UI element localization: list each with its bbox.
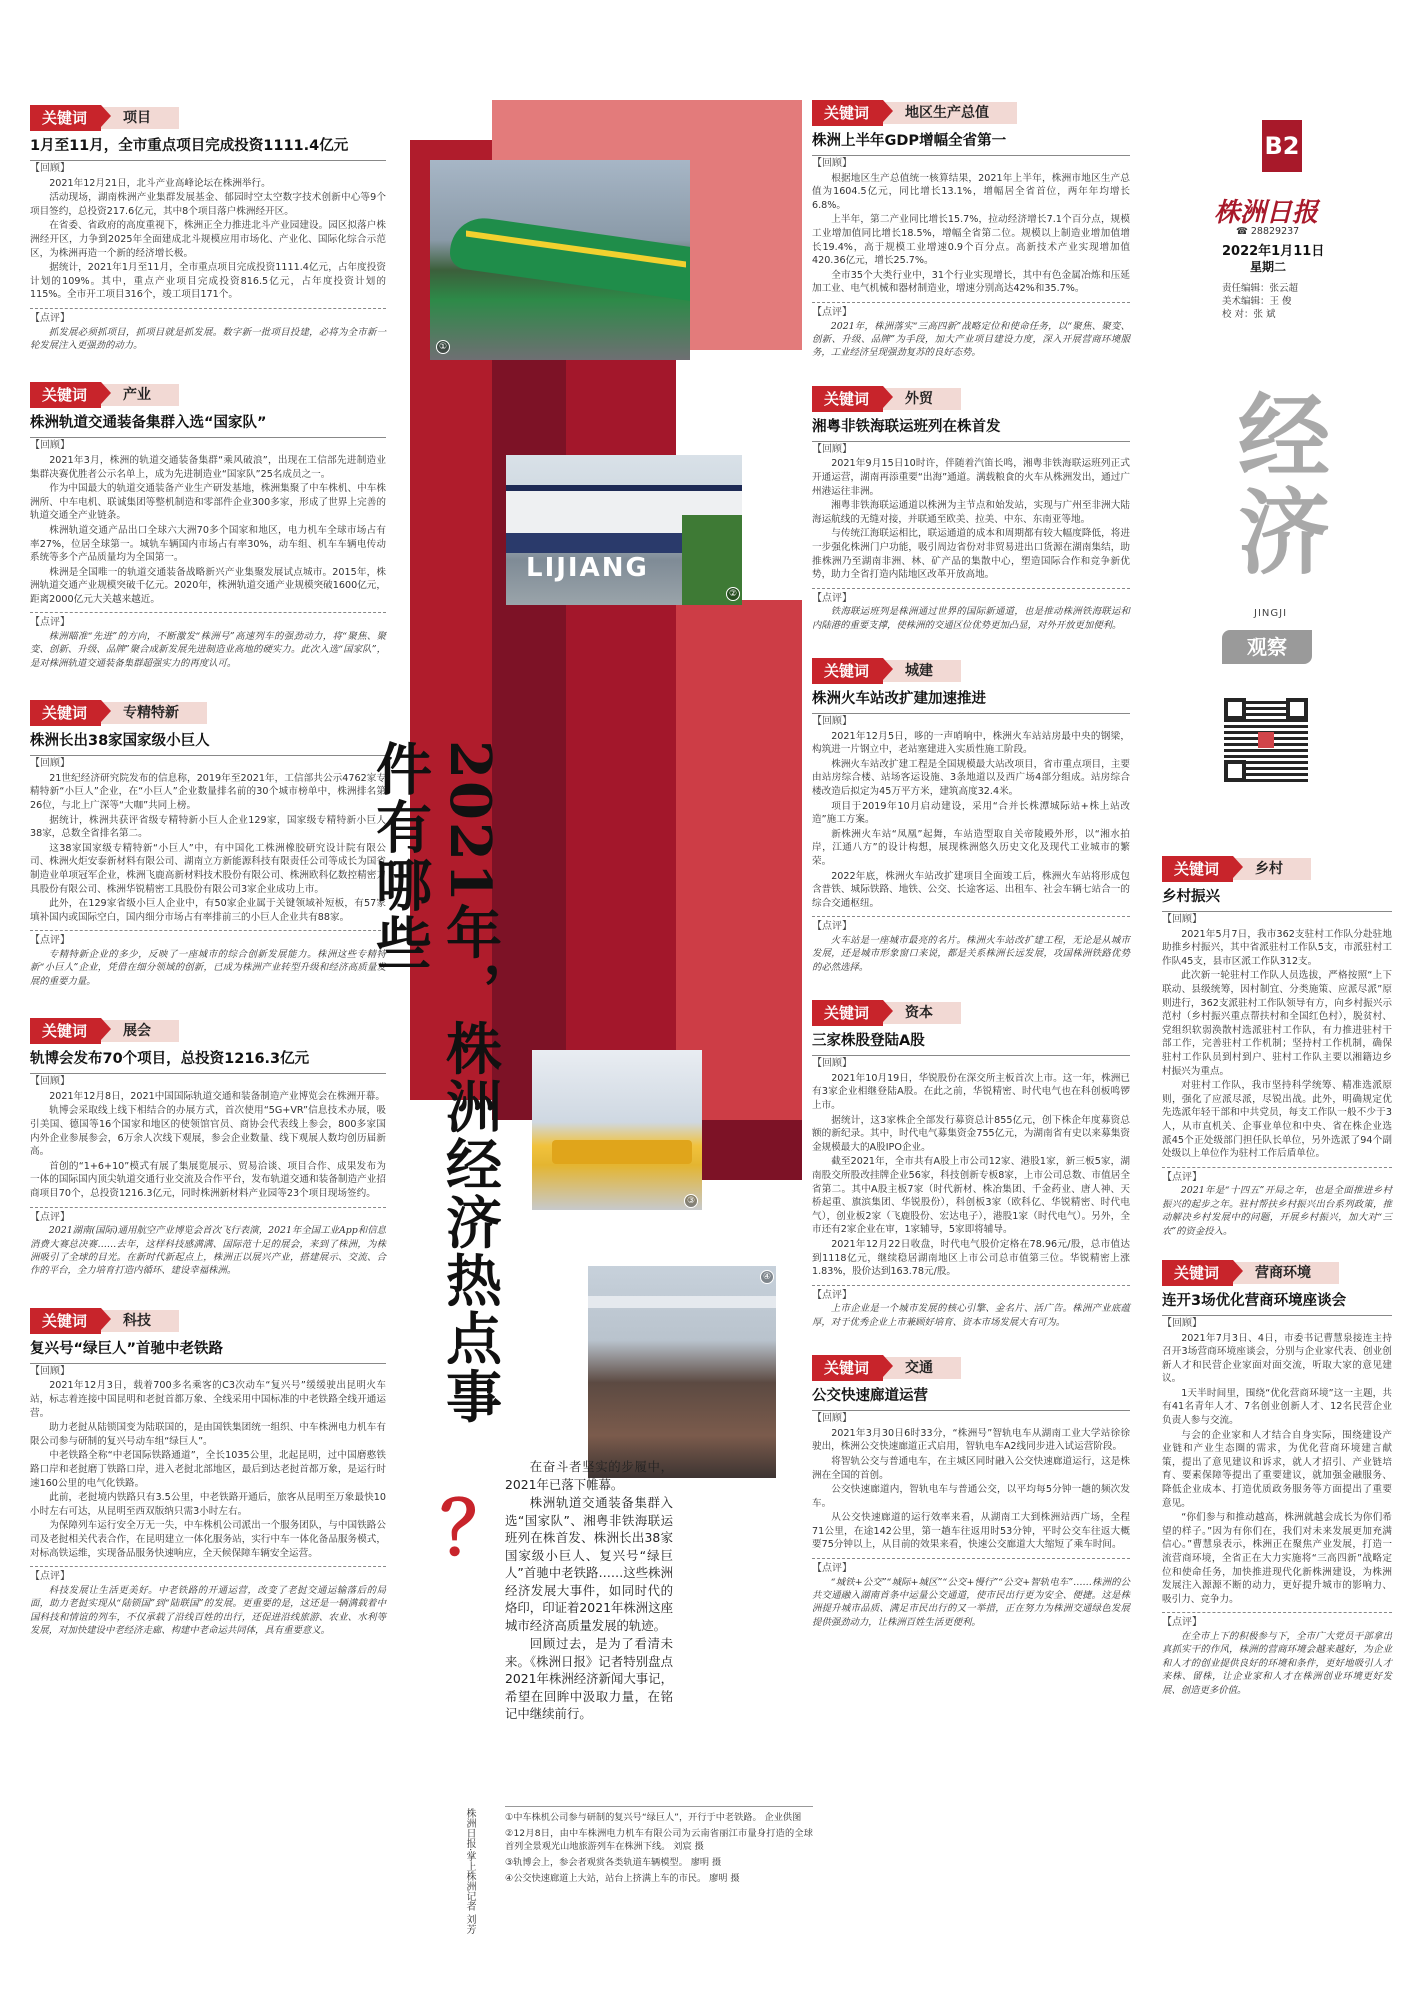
issue-date: 2022年1月11日 [1222,244,1325,259]
comment-label: 【点评】 [1162,1617,1202,1629]
intro-paragraph: 回顾过去，是为了看清未来。《株洲日报》记者特别盘点2021年株洲经济新闻大事记，希望在回眸中汲取力量，在铭记中继续前行。 [505,1636,673,1721]
article-headline: 轨博会发布70个项目，总投资1216.3亿元 [30,1051,310,1068]
lijiang-label: LIJIANG [526,553,649,583]
photo-green-giant-train [430,160,690,360]
intro-paragraph: 株洲轨道交通装备集群入选“国家队”、湘粤非铁海联运班列在株首发、株洲长出38家国家级小巨人、复兴号“绿巨人”首驰中老铁路……这些株洲经济发展大事件，如同时代的烙印，印证着2021年株洲这座城市经济高质量发展的轨迹。 [505,1495,673,1633]
keyword-tag: 关键词 [812,100,883,126]
comment-label: 【点评】 [30,1571,70,1583]
comment-divider [30,930,386,931]
article-paragraph: 全市35个大类行业中，31个行业实现增长，其中有色金属冶炼和压延加工业、电气机械和器材制造业，增速分别高达42%和35.7%。 [812,269,1130,295]
comment-divider [812,916,1130,917]
byline: 株洲日报·掌上株洲记者 刘芳 [464,1808,475,1935]
comment-divider [30,308,386,309]
article [812,100,1130,360]
keyword-category: 专精特新 [101,702,207,724]
photo-number-4: ④ [760,1270,774,1284]
article [30,700,386,988]
keyword-bar [812,658,1130,684]
section-title: 经济 [1223,388,1331,580]
section-pinyin: JINGJI [1254,608,1288,619]
article-paragraph: 2021年10月19日，华锐股份在深交所主板首次上市。这一年，株洲已有3家企业相继登陆A股。在此之前，华锐精密、时代电气也在科创板鸣锣上市。 [812,1072,1130,1111]
keyword-bar [30,1308,386,1334]
photo-number-1: ① [436,340,450,354]
keyword-category: 项目 [101,107,179,129]
section-sub-badge: 观察 [1222,630,1312,664]
keyword-tag: 关键词 [30,105,101,131]
article-paragraph: 2021年7月3日、4日，市委书记曹慧泉接连主持召开3场营商环境座谈会，分别与企业家代表、创业创新人才和民营企业家面对面交流，听取大家的意见建议。 [1162,1332,1392,1385]
article-paragraph: 将智轨公交与普通电车，在主城区同时融入公交快速廊道运行，这是株洲在全国的首创。 [812,1455,1130,1481]
comment-label: 【点评】 [812,921,852,933]
article-paragraph: 与传统江海联运相比，联运通道的成本和周期都有较大幅度降低，将进一步强化株洲门户功能，吸引周边省份对非贸易进出口货源在湖南集结，助推株洲乃至湖南非洲、林、矿产品的集散中心，塑造国际合作和竞争新优势，助力全省打造内陆地区改革开放高地。 [812,528,1130,581]
editor-credits: 责任编辑：张云超 美术编辑：王 俊 校 对：张 斌 [1222,283,1299,320]
comment-label: 【点评】 [1162,1171,1202,1183]
photo-lijiang-sightseeing-train [506,455,742,605]
comment-text: 火车站是一座城市最亮的名片。株洲火车站改扩建工程，无论是从城市发展，还是城市形象窗口来说，都是关系株洲长远发展，攻国株洲铁路优势的必然选择。 [812,935,1130,973]
keyword-category: 交通 [883,1357,961,1379]
keyword-tag: 关键词 [1162,856,1233,882]
article-headline: 株洲上半年GDP增幅全省第一 [812,133,1007,149]
comment-label: 【点评】 [812,1563,852,1575]
article-headline: 1月至11月，全市重点项目完成投资1111.4亿元 [30,138,349,154]
intro-paragraph: 在奋斗者坚实的步履中，2021年已落下帷幕。 [505,1459,673,1492]
review-label: 【回顾】 [30,1073,386,1089]
keyword-bar [30,382,386,408]
article-paragraph: 这38家国家级专精特新“小巨人”中，有中国化工株洲橡胶研究设计院有限公司、株洲火炬安泰新材料有限公司、湖南立方新能源科技有限责任公司等成长为国省制造业单项冠军企业，株洲飞鹿高新材料技术股份有限公司、株洲欧科亿数控精密刀具股份有限公司、株洲华锐精密工具股份有限公司3家企业成功上市。 [30,842,386,895]
review-label: 【回顾】 [812,155,1130,171]
keyword-bar [1162,856,1392,882]
keyword-category: 营商环境 [1233,1262,1339,1284]
photo-caption: ①中车株机公司参与研制的复兴号“绿巨人”，开行于中老铁路。 企业供图 [505,1812,802,1823]
article-paragraph: 截至2021年，全市共有A股上市公司12家、港股1家，新三板5家，湖南股交所股改挂牌企业56家，科技创新专板8家，上市公司总数、市值居全省第二。其中A股主板7家（时代新材、株冶集团、千金药业、唐人神、天桥起重、旗滨集团、华锐股份），科创板3家（欧科亿、华锐精密、时代电气），创业板2家（飞鹿股份、宏达电子），港股1家（时代电气）。另外，全市还有2家企业在审，1家辅导，5家即将辅导。 [812,1156,1130,1236]
photo-rail-expo [532,1050,702,1210]
article-paragraph: 据统计，株洲共获评省级专精特新小巨人企业129家，国家级专精特新小巨人38家，总数全省排名第二。 [30,814,386,840]
comment-label: 【点评】 [30,617,70,629]
article-paragraph: 新株洲火车站“凤凰”起舞，车站造型取自关帝陵殿外形，以“湘水拍岸，江通八方”的设计构想，展现株洲悠久历史文化及现代工业城市的繁荣。 [812,828,1130,868]
article [812,1000,1130,1329]
keyword-bar [1162,1260,1392,1286]
article [812,658,1130,974]
keyword-category: 外贸 [883,388,961,410]
article-paragraph: 根据地区生产总值统一核算结果，2021年上半年，株洲市地区生产总值为1604.5亿元，同比增长13.1%，增幅居全省首位，两年年均增长6.8%。 [812,172,1130,211]
review-label: 【回顾】 [812,713,1130,729]
comment-text: 株洲瞄准“先进”的方向，不断激发“株洲号”高速列车的强劲动力，将“聚焦、聚变、创新、升级、品牌”聚合成新发展先进制造业高地的硬实力。此次入选“国家队”，是对株洲轨道交通装备集群超强实力的再度认可。 [30,631,386,669]
comment-divider [30,1207,386,1208]
comment-text: 在全市上下的积极参与下，全市广大党员干部拿出真抓实干的作风，株洲的营商环境会越来越好，为企业和人才的创业提供良好的环境和条件，更好地吸引人才来株、留株，让企业家和人才在株洲创业环境更好发展、创造更多价值。 [1162,1630,1392,1696]
keyword-category: 地区生产总值 [883,102,1017,124]
intro-text [505,1458,673,1724]
keyword-bar [30,700,386,726]
article [30,1308,386,1638]
issue-weekday: 星期二 [1250,260,1287,274]
article-paragraph: 助力老挝从陆锁国变为陆联国的，是由国铁集团统一组织、中车株洲电力机车有限公司参与研制的复兴号动车组“绿巨人”。 [30,1422,386,1447]
main-title: 2021年，株洲经济热点事件有哪些 [367,740,503,1426]
keyword-tag: 关键词 [30,700,101,726]
article-paragraph: 1天半时间里，围绕“优化营商环境”这一主题，共有41名青年人才、7名创业创新人才、12名民营企业负责人参与交流。 [1162,1387,1392,1427]
comment-label: 【点评】 [812,592,852,604]
photo-caption: ④公交快速廊道上大站，站台上挤满上车的市民。 廖明 摄 [505,1873,740,1884]
comment-divider [812,1285,1130,1286]
photo-caption: ③轨博会上，参会者观赏各类轨道车辆模型。 廖明 摄 [505,1857,722,1868]
photo-number-2: ② [726,587,740,601]
article [30,1018,386,1278]
keyword-tag: 关键词 [30,382,101,408]
comment-divider [1162,1167,1392,1168]
paper-name: 株洲日报 [1214,198,1319,228]
article-paragraph: 在省委、省政府的高度重视下，株洲正全力推进北斗产业园建设。园区拟落户株洲经开区，力争到2025年全面建成北斗规模应用市场化、产业化、国际化综合示范区，为株洲再造一个新的经济增长极。 [30,220,386,259]
article-paragraph: 2021年12月5日，哆的一声哨响中，株洲火车站站房最中央的钢梁，构筑进一片钢立中，老站塞建进入实质性施工阶段。 [812,730,1130,756]
article-paragraph: 作为中国最大的轨道交通装备产业生产研发基地，株洲集聚了中车株机、中车株洲所、中车电机、联诚集团等整机制造和零部件企业300多家，形成了世界上完善的轨道交通全产业链条。 [30,483,386,522]
review-label: 【回顾】 [812,1055,1130,1071]
comment-text: 2021年，株洲落实“三高四新”战略定位和使命任务，以“聚焦、聚变、创新、升级、品牌”为手段，加大产业项目建设力度，深入开展营商环境服务，工业经济呈现强劲复苏的良好态势。 [812,320,1130,359]
photo-caption: ②12月8日，由中车株洲电力机车有限公司为云南省丽江市量身打造的全球首列全景观光山地旅游列车在株洲下线。 刘宸 摄 [505,1828,813,1852]
article [1162,1260,1392,1697]
keyword-tag: 关键词 [30,1308,101,1334]
comment-label: 【点评】 [30,1211,70,1223]
keyword-bar [812,386,1130,412]
article-paragraph: 公交快速廊道内，智轨电车与普通公交，以平均每5分钟一趟的频次发车。 [812,1484,1130,1509]
article-paragraph: 首创的“1+6+10”模式有展了集展览展示、贸易洽谈、项目合作、成果发布为一体的国际国内顶尖轨道交通行业交流及合作平台，发布轨道交通和装备制造产业招商项目70个，总投资1216.3亿元，同时株洲新材料产业园等23个项目现场签约。 [30,1160,386,1199]
photo-captions [505,1806,813,1888]
left-column [30,105,386,1637]
article-headline: 复兴号“绿巨人”首驰中老铁路 [30,1340,224,1357]
article-paragraph: 2021年12月21日，北斗产业高峰论坛在株洲举行。 [49,177,271,189]
keyword-tag: 关键词 [812,1355,883,1381]
keyword-tag: 关键词 [30,1018,101,1044]
comment-divider [1162,1612,1392,1613]
comment-text: 抓发展必须抓项目，抓项目就是抓发展。数字新一批项目投建，必将为全市新一轮发展注入更强劲的动力。 [30,326,386,351]
keyword-bar [30,1018,386,1044]
article-paragraph: 据统计，2021年1月至11月，全市重点项目完成投资1111.4亿元，占年度投资计划的109%。其中，重点产业项目完成投资816.5亿元，占年度投资计划的115%。全市开工项目316个，竣工项目171个。 [30,262,386,301]
comment-text: 专精特新企业的多少，反映了一座城市的综合创新发展能力。株洲这些专精特新“小巨人”企业，凭借在细分领域的创新，已成为株洲产业转型升级和经济高质量发展的重要力量。 [30,949,386,987]
review-label: 【回顾】 [1162,1315,1392,1331]
comment-text: 2021年是“十四五”开局之年，也是全面推进乡村振兴的起步之年。驻村帮扶乡村振兴出台系列政策，推动解决乡村发展中的问题，开展乡村振兴，加大对“三农”的资金投入。 [1162,1185,1392,1237]
article [812,1355,1130,1629]
comment-text: 科技发展让生活更美好。中老铁路的开通运营，改变了老挝交通运输落后的局面，助力老挝实现从“陆锁国”到“陆联国”的发展。更重要的是，这还是一辆满载着中国科技和情谊的列车，不仅承载了沿线百姓的出行，还促进沿线旅游、农业、水利等发展，对加快建设中老经济走廊、构建中老命运共同体，具有重要意义。 [30,1584,386,1636]
keyword-tag: 关键词 [812,386,883,412]
review-label: 【回顾】 [812,441,1130,457]
keyword-category: 乡村 [1233,858,1311,880]
article-paragraph: 2021年12月22日收盘，时代电气股价定格在78.96元/股，总市值达到1118亿元，继续稳居湖南地区上市公司总市值第三位。华锐精密上涨1.83%，股价达到163.78元/股。 [812,1238,1130,1278]
article-paragraph: 2022年底，株洲火车站改扩建项目全面竣工后，株洲火车站将形成包含普铁、城际铁路、地铁、公交、长途客运、出租车、社会车辆七站合一的综合交通枢纽。 [812,870,1130,909]
article-paragraph: 与会的企业家和人才结合自身实际，围绕建设产业链和产业生态圈的需求，为优化营商环境建言献策，提出了意见建议和诉求，就人才招引、产业链培育、要素保障等提出了重要建议，就加强金融服务、降低企业成本、打造优质政务服务等方面提出了重要意见。 [1162,1429,1392,1509]
comment-divider [812,588,1130,589]
comment-text: “城铁+公交”“城际+城区”“公交+慢行”“公交+智轨电车”……株洲的公共交通融入湖南首条中运量公交通道，使市民出行更为安全、便捷。这是株洲提升城市品质、满足市民出行的又一举措，正在努力为株洲交通绿色发展提供强劲动力，让株洲百姓生活更便利。 [812,1576,1130,1628]
phone-number: ☎ 28829237 [1236,226,1300,237]
article-headline: 乡村振兴 [1162,889,1220,905]
comment-label: 【点评】 [30,312,70,324]
review-label: 【回顾】 [30,437,386,453]
comment-divider [812,1558,1130,1559]
review-label: 【回顾】 [30,1363,386,1379]
keyword-bar [812,1000,1130,1026]
article-paragraph: 活动现场，湖南株洲产业集群发展基金、郁园时空太空数字技术创新中心等9个项目签约，总投资217.6亿元，其中8个项目落户株洲经开区。 [30,192,386,217]
article-paragraph: 为保障列车运行安全万无一失，中车株机公司派出一个服务团队，与中国铁路公司及老挝相关代表合作，在昆明建立一体化服务站，实行中车一体化备品服务模式，对标高铁运维，实现备品服务快速响应，全天候保障车辆安全运营。 [30,1520,386,1559]
review-label: 【回顾】 [30,755,386,771]
photo-number-3: ③ [684,1194,698,1208]
review-label: 【回顾】 [1162,911,1392,927]
keyword-category: 产业 [101,384,179,406]
article-paragraph: 对驻村工作队，我市坚持科学统筹、精准选派原则，强化了应派尽派，尽锐出战。此外，明确规定优先选派年轻干部和中共党员，每支工作队一般不少于3人，从市直机关、企事业单位和中央、省在株企业选派45个正处级部门担任队长单位，另外选派了94个副处级以上单位作为驻村工作后盾单位。 [1162,1080,1392,1160]
keyword-tag: 关键词 [812,658,883,684]
comment-text: 铁海联运班列是株洲通过世界的国际新通道，也是推动株洲铁海联运和内陆港的重要支撑，使株洲的交通区位优势更加凸显，对外开放更加便利。 [812,606,1130,631]
article [812,386,1130,632]
article [1162,856,1392,1238]
comment-text: 上市企业是一个城市发展的核心引擎、金名片、活广告。株洲产业底蕴厚，对于优秀企业上市兼顾好培育、资本市场发展大有可为。 [812,1303,1130,1328]
article-paragraph: 此前，老挝境内铁路只有3.5公里，中老铁路开通后，旅客从昆明至万象最快10小时左右可达，从昆明至西双版纳只需3小时左右。 [30,1492,386,1517]
deco-block [676,600,802,1120]
article-paragraph: 此外，在129家省级小巨人企业中，有50家企业属于关键领域补短板，有57家填补国内或国际空白，国内细分市场占有率排前三的小巨人企业共有88家。 [30,898,386,923]
review-label: 【回顾】 [812,1410,1130,1426]
article-paragraph: 据统计，这3家株企全部发行募资总计855亿元，创下株企年度募资总额的新纪录。其中，时代电气募集资金755亿元，为湖南省有史以来募集资金规模最大的A股IPO企业。 [812,1114,1130,1153]
article-paragraph: 此次新一轮驻村工作队人员选拔，严格按照“上下联动、县级统筹，因村制宜、分类施策、应派尽派”原则进行，362支派驻村工作队领导有方，向乡村振兴示范村（乡村振兴重点帮扶村和全国红色村），脱贫村、党组织软弱涣散村选派驻村工作队，有力推进驻村干部工作，完善驻村工作机制；坚持村工作机制，确保驻村工作队员到村到户、驻村工作队主要以湘籍边乡村振兴为重点。 [1162,970,1392,1077]
comment-label: 【点评】 [812,306,852,318]
qr-code[interactable] [1224,698,1308,782]
article-paragraph: 株洲火车站改扩建工程是全国规模最大站改项目，省市重点项目，主要由站房综合楼、站场客运设施、3条地道以及西广场4部分组成。站房综合楼改造后拟定为45万平方米，建筑高度32.4米。 [812,758,1130,798]
keyword-tag: 关键词 [812,1000,883,1026]
article-paragraph: 轨博会采取线上线下相结合的办展方式，首次使用“5G+VR”信息技术办展，吸引美国、德国等16个国家和地区的使领馆官员、商协会代表线上参会，800多家国内外企业参展参会，6万余人次线下观展，参会企业数量、线下观展人数均创历届新高。 [30,1105,386,1158]
title-question-mark: ？ [440,1486,514,1572]
keyword-category: 科技 [101,1310,179,1332]
article-paragraph: “你们参与和推动越高，株洲就越会成长为你们希望的样子。”因为有你们在，我们对未来发展更加充满信心。”曹慧泉表示，株洲正在聚焦产业发展，打造一流营商环境，全省正在大力实施将“三高四新”战略定位和使命任务，加快推进现代化新株洲建设，为株洲发展注入源源不断的动力，更好提升城市的影响力、吸引力、竞争力。 [1162,1512,1392,1605]
comment-divider [30,1566,386,1567]
article-paragraph: 湘粤非铁海联运通道以株洲为主节点和始发站，实现与广州至非洲大陆海运航线的无缝对接，并联通至欧美、拉美、中东、东南亚等地。 [812,500,1130,525]
article-paragraph: 2021年9月15日10时许，伴随着汽笛长鸣，湘粤非铁海联运班列正式开通运营，湖南再添重要“出海”通道。满载粮食的火车从株洲发出，通过广州港运往非洲。 [812,458,1130,497]
article-paragraph: 2021年3月30日6时33分，“株洲号”智轨电车从湖南工业大学站徐徐驶出，株洲公交快速廊道正式启用，智轨电车A2线同步进入试运营阶段。 [812,1427,1130,1453]
article-paragraph: 2021年12月3日，载着700多名乘客的C3次动车“复兴号”缓缓驶出昆明火车站，标志着连接中国昆明和老挝首都万象、全线采用中国标准的中老铁路全线开通运营。 [30,1380,386,1419]
keyword-category: 展会 [101,1020,179,1042]
article-headline: 株洲轨道交通装备集群入选“国家队” [30,415,267,432]
article-paragraph: 中老铁路全称“中老国际铁路通道”，全长1035公里，北起昆明，过中国磨憨铁路口岸和老挝磨丁铁路口岸，进入老挝北部地区，最后到达老挝首都万象，是运行时速160公里的电气化铁路。 [30,1450,386,1489]
page-number-badge: B2 [1262,120,1302,172]
article-paragraph: 上半年，第二产业同比增长15.7%，拉动经济增长7.1个百分点，规模工业增加值同比增长18.5%，增幅全省第二位。规模以上制造业增加值增长19.4%，高于规模工业增速0.9个百分点。高新技术产业实现增加值420.36亿元，增长25.7%。 [812,214,1130,267]
article-paragraph: 2021年5月7日，我市362支驻村工作队分赴驻地助推乡村振兴，其中省派驻村工作队5支，市派驻村工作队45支，县市区派工作队312支。 [1162,928,1392,967]
right-column [1162,856,1392,1697]
comment-divider [30,612,386,613]
article-headline: 三家株股登陆A股 [812,1033,925,1050]
photo-bus-rapid-transit [588,1266,776,1478]
article-paragraph: 从公交快速廊道的运行效率来看，从湖南工大到株洲站西广场，全程71公里，在途142公里，第一趟车往返用时53分钟，平时公交车往返大概要75分钟以上，从目前的效果来看，快速公交廊道大大缩短了乘车时间。 [812,1512,1130,1551]
article-headline: 株洲长出38家国家级小巨人 [30,733,210,750]
keyword-tag: 关键词 [1162,1260,1233,1286]
comment-label: 【点评】 [30,935,70,947]
article-paragraph: 株洲轨道交通产品出口全球六大洲70多个国家和地区，电力机车全球市场占有率27%，位居全球第一。城轨车辆国内市场占有率30%，动车组、机车车辆电传动系统等多个产品质量均为全国第一。 [30,524,386,564]
article-paragraph: 项目于2019年10月启动建设，采用“合并长株潭城际站+株上站改造”施工方案。 [812,800,1130,826]
keyword-category: 资本 [883,1002,961,1024]
comment-divider [812,302,1130,303]
article [30,382,386,670]
article-paragraph: 2021年3月，株洲的轨道交通装备集群“乘风破浪”，出现在工信部先进制造业集群决赛优胜者公示名单上，成为先进制造业“国家队”25名成员之一。 [30,454,386,480]
article-headline: 湘粤非铁海联运班列在株首发 [812,418,1001,435]
keyword-category: 城建 [883,660,961,682]
comment-label: 【点评】 [812,1289,852,1301]
article-headline: 公交快速廊道运营 [812,1388,928,1405]
keyword-bar [30,105,386,131]
article-paragraph: 21世纪经济研究院发布的信息称，2019年至2021年，工信部共公示4762家专精特新“小巨人”企业，在“小巨人”企业数量排名前的30个城市榜单中，株洲排名第26位，与北上广深等“大咖”共同上榜。 [30,772,386,812]
review-label: 【回顾】 [30,160,386,176]
keyword-bar [812,1355,1130,1381]
keyword-bar [812,100,1130,126]
article-headline: 连开3场优化营商环境座谈会 [1162,1292,1347,1309]
article-paragraph: 2021年12月8日，2021中国国际轨道交通和装备制造产业博览会在株洲开幕。 [49,1090,385,1102]
middle-column [812,100,1130,1629]
article-paragraph: 株洲是全国唯一的轨道交通装备战略新兴产业集聚发展试点城市。2015年，株洲轨道交通产业规模突破千亿元。2020年，株洲轨道交通产业规模突破1600亿元，距离2000亿元大关越来越近。 [30,566,386,605]
article-headline: 株洲火车站改扩建加速推进 [812,691,986,708]
comment-text: 2021湖南(国际)通用航空产业博览会首次飞行表演，2021年全国工业App和信息消费大赛总决赛……去年，这样科技感满满、国际范十足的展会，来到了株洲，为株洲吸引了全球的目光。在新时代新起点上，株洲正以展兴产业，搭建展示、交流、合作的平台，全力培育打造内循环、建设幸福株洲。 [30,1225,386,1277]
article [30,105,386,352]
